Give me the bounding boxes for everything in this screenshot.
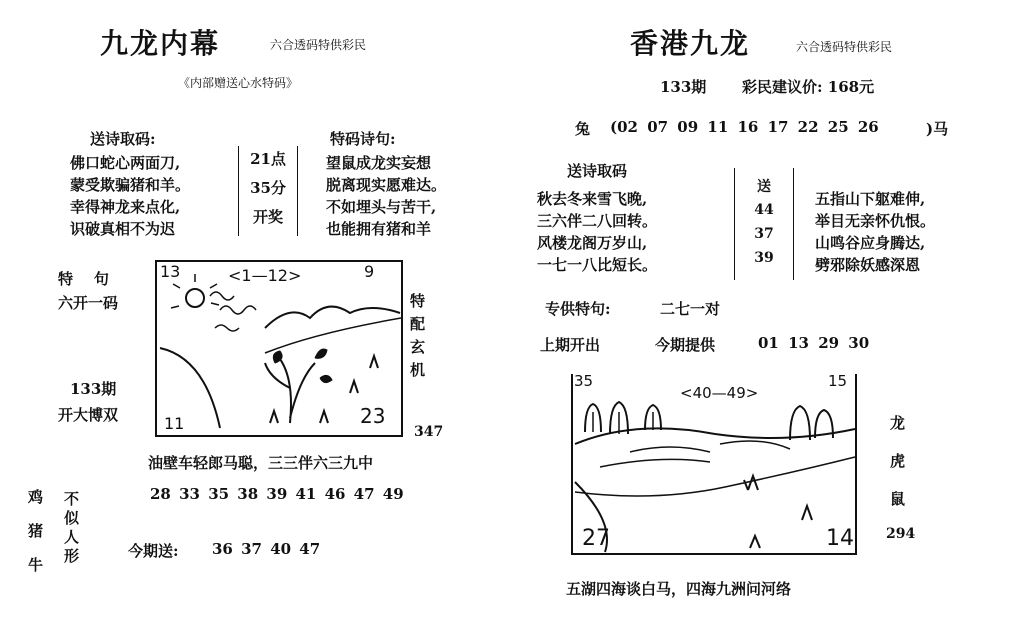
poem-line: 风楼龙阁万岁山,: [537, 234, 648, 252]
gift-number-box: [734, 168, 794, 280]
left-caption: 油壁车轻郎马聪，三三伴六三九中: [148, 454, 374, 472]
right-provide-label: 今期提供: [655, 336, 716, 354]
poem-line: 识破真相不为迟: [70, 220, 176, 238]
not-like-char: 人: [64, 528, 80, 546]
right-zodiac-start: 兔: [575, 120, 591, 138]
right-drawing-top-left: 35: [574, 372, 594, 390]
verse-line: 五指山下躯难伸,: [815, 190, 926, 208]
verse-line: 劈邪除妖感深恩: [815, 256, 921, 274]
right-zodiac-numbers: (02 07 09 11 16 17 22 25 26: [610, 118, 879, 136]
right-caption: 五湖四海谈白马，四海九洲问河络: [566, 580, 792, 598]
right-price: 彩民建议价: 168元: [742, 78, 875, 96]
left-today-label: 今期送:: [128, 542, 179, 560]
right-poem: [537, 188, 657, 276]
left-drawing-bottom-right: 23: [360, 404, 386, 428]
gift-number: 39: [754, 250, 774, 266]
left-animals-col: [28, 480, 43, 582]
left-issue-hint: 开大博双: [58, 406, 119, 424]
verse-line: 不如埋头与苦干,: [326, 198, 437, 216]
right-drawing-bottom-left: 27: [582, 526, 610, 551]
time-minute: 35分: [250, 179, 286, 197]
gift-label: 送: [757, 179, 771, 195]
verse-line: 脱离现实愿难达。: [326, 176, 447, 194]
side-char: 机: [410, 361, 426, 379]
right-issue: 133期: [660, 78, 707, 96]
animal-char: 龙: [890, 414, 906, 432]
side-char: 特: [410, 292, 426, 310]
side-char: 玄: [410, 338, 426, 356]
left-special-text: 六开一码: [58, 294, 119, 312]
left-subheading: 《内部赠送心水特码》: [178, 76, 299, 90]
right-drawing-bottom-right: 14: [826, 526, 854, 551]
left-verse: [326, 152, 446, 240]
not-like-char: 不: [64, 490, 80, 508]
right-zodiac-end: )马: [926, 120, 949, 138]
poem-line: 幸得神龙来点化,: [70, 198, 181, 216]
right-side-animals: [890, 404, 905, 518]
verse-line: 望鼠成龙实妄想: [326, 154, 432, 172]
left-numbers: 28 33 35 38 39 41 46 47 49: [150, 485, 404, 503]
poem-line: 佛口蛇心两面刀,: [70, 154, 181, 172]
time-draw: 开奖: [252, 208, 283, 226]
right-special-value: 二七一对: [660, 300, 721, 318]
side-char: 配: [410, 315, 426, 333]
right-drawing-top-right: 15: [828, 372, 848, 390]
left-drawing-top-mid: <1—12>: [228, 266, 302, 285]
left-verse-label: 特码诗句:: [330, 130, 396, 148]
left-drawing-bottom-left: 11: [164, 414, 185, 433]
poem-line: 秋去冬来雪飞晚,: [537, 190, 648, 208]
right-provide-numbers: 01 13 29 30: [758, 334, 870, 352]
left-poem: [70, 152, 190, 240]
left-today-numbers: 36 37 40 47: [212, 540, 321, 558]
left-issue: 133期: [70, 380, 117, 398]
poem-line: 一七一八比短长。: [537, 256, 658, 274]
right-subtitle: 六合透码特供彩民: [796, 40, 893, 54]
right-side-number: 294: [886, 526, 916, 542]
animal-char: 鸡: [28, 488, 44, 506]
not-like-char: 形: [64, 547, 80, 565]
left-not-like: [64, 490, 79, 566]
draw-time-box: [238, 146, 298, 236]
animal-char: 虎: [890, 452, 906, 470]
animal-char: 牛: [28, 556, 44, 574]
left-side-vertical: [410, 290, 425, 382]
left-title: 九龙内幕: [100, 27, 221, 60]
animal-char: 猪: [28, 522, 44, 540]
right-last-label: 上期开出: [540, 336, 601, 354]
left-drawing-top-left: 13: [160, 262, 181, 281]
left-subtitle: 六合透码特供彩民: [270, 38, 367, 52]
right-poem-label: 送诗取码: [567, 162, 628, 180]
poem-line: 蒙受欺骗猪和羊。: [70, 176, 191, 194]
verse-line: 山鸣谷应身腾达,: [815, 234, 926, 252]
verse-line: 也能拥有猪和羊: [326, 220, 432, 238]
poem-line: 三六伴二八回转。: [537, 212, 658, 230]
left-special-label: 特 句: [58, 270, 109, 288]
left-drawing-top-right: 9: [364, 262, 375, 281]
left-side-number: 347: [414, 424, 444, 440]
right-verse: [815, 188, 935, 276]
right-title: 香港九龙: [630, 27, 751, 60]
left-poem-label: 送诗取码:: [90, 130, 156, 148]
not-like-char: 似: [64, 509, 80, 527]
gift-number: 37: [754, 226, 774, 242]
right-drawing-top-mid: <40—49>: [680, 384, 759, 402]
right-special-label: 专供特句:: [545, 300, 611, 318]
time-hour: 21点: [250, 150, 286, 168]
gift-number: 44: [754, 202, 774, 218]
animal-char: 鼠: [890, 490, 906, 508]
verse-line: 举目无亲怀仇恨。: [815, 212, 936, 230]
